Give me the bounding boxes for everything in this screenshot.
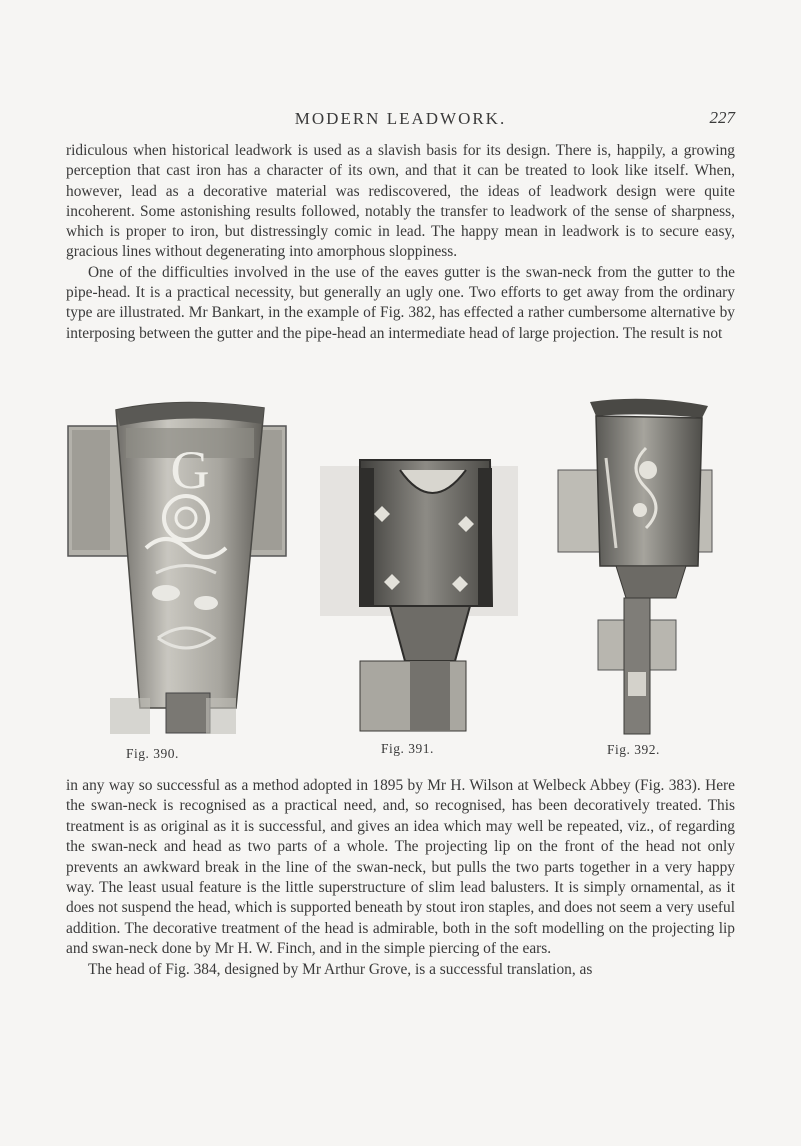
figure-391-image — [320, 456, 520, 734]
figure-caption: Fig. 392. — [607, 742, 660, 757]
page-number: 227 — [709, 108, 735, 127]
figure-392-image — [556, 398, 716, 736]
figure-caption: Fig. 391. — [381, 741, 434, 756]
figure-390-image — [66, 398, 288, 738]
running-head: MODERN LEADWORK. — [294, 109, 507, 128]
paragraph: The head of Fig. 384, designed by Mr Arthur Grove, is a successful translation, as — [88, 960, 593, 978]
paragraph: ridiculous when historical leadwork is used as a slavish basis for its design. There is, happily, a growing perception that cast iron has a character of its own, and that it can be treated to look like itself. When, however, lead as a decorative material was rediscovered, the ideas of leadwork design were quite incoherent. Some astonishing results followed, notably the transfer to leadwork of the sense of sharpness, which is proper to iron, but distressingly comic in lead. The happy mean in leadwork is to secure easy, gracious lines without degenerating into amorphous sloppiness. — [66, 142, 735, 261]
paragraph: in any way so successful as a method adopted in 1895 by Mr H. Wilson at Welbeck Abbey (Fig. 383). Here the swan-neck is recognised as a practical need, and, so recognised, has been decoratively treated. This treatment is as original as it is successful, and gives an idea which may well be repeated, viz., of regarding the swan-neck and head as two parts of a whole. The projecting lip on the front of the head not only prevents an awkward break in the line of the swan-neck, but pulls the two parts together in a very happy way. The least usual feature is the little superstructure of slim lead balusters. It is simply ornamental, as it does not suspend the head, which is supported beneath by stout iron staples, and does not seem a very useful addition. The decorative treatment of the head is admirable, both in the soft modelling on the projecting lip and swan-neck done by Mr H. W. Finch, and in the simple piercing of the ears. — [66, 777, 735, 958]
page-header — [0, 107, 801, 131]
body-text-bottom — [66, 776, 735, 980]
paragraph: One of the difficulties involved in the use of the eaves gutter is the swan-neck from the gutter to the pipe-head. It is a practical necessity, but generally an ugly one. Two efforts to get away from the ordinary type are illustrated. Mr Bankart, in the example of Fig. 382, has effected a rather cumbersome alternative by interposing between the gutter and the pipe-head an intermediate head of large projection. The result is not — [66, 263, 735, 342]
figure-caption: Fig. 390. — [126, 746, 179, 761]
svg-text:G: G — [170, 440, 210, 500]
body-text-top — [66, 141, 735, 344]
